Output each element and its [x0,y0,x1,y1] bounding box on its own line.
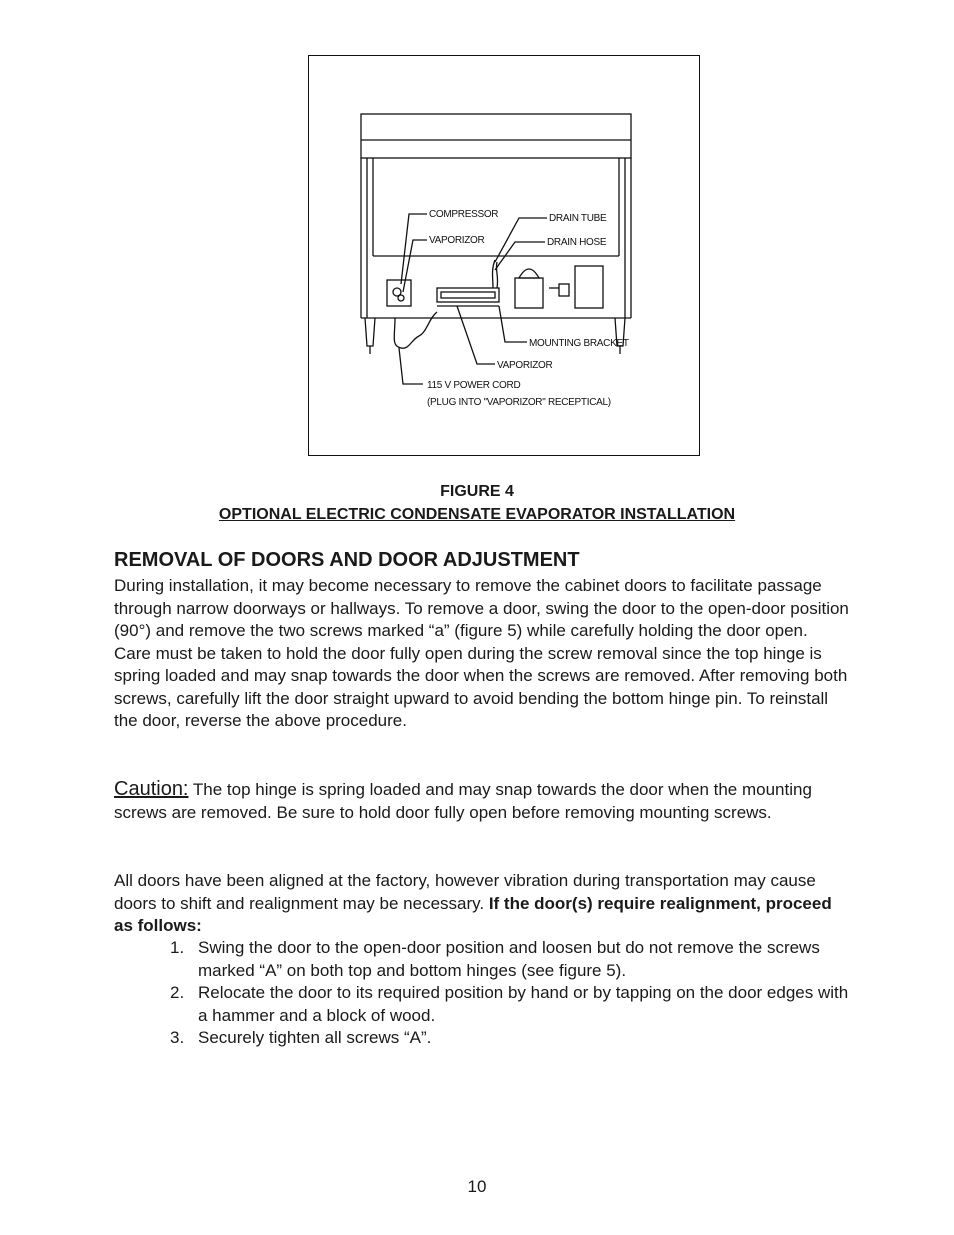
label-vaporizor-top: VAPORIZOR [429,235,485,246]
section-heading: REMOVAL OF DOORS AND DOOR ADJUSTMENT [114,549,580,571]
step-item [170,1027,850,1050]
condenser-box [575,266,603,308]
caution-label: Caution: [114,778,189,800]
caution-text: The top hinge is spring loaded and may snap towards the door when the mounting screws are removed. Be sure to hold door fully open before removing mounting screws. [114,780,812,822]
step-item [170,982,850,1027]
vaporizor-unit [437,288,499,302]
left-leg [365,318,375,346]
figure-4-frame [308,55,700,456]
alignment-bold-text: If the door(s) require realignment, proceed as follows: [114,893,832,935]
label-compressor: COMPRESSOR [429,209,499,220]
figure-title: OPTIONAL ELECTRIC CONDENSATE EVAPORATOR INSTALLATION [218,506,736,523]
compressor-dome [519,269,539,278]
step-number: 2. [170,983,185,1002]
alignment-text: All doors have been aligned at the factory, however vibration during transportation may cause doors to shift and realignment may be necessary. [114,871,816,913]
label-mounting-bracket: MOUNTING BRACKET [529,338,629,349]
realignment-steps [170,937,850,1050]
label-plug-note: (PLUG INTO "VAPORIZOR" RECEPTICAL) [427,397,611,408]
step-text: Relocate the door to its required position by hand or by tapping on the door edges with a hammer and a block of wood. [198,983,849,1025]
step-text: Swing the door to the open-door position and loosen but do not remove the screws marked “A” on both top and bottom hinges (see figure 5). [198,938,820,980]
compressor-box [387,280,411,306]
alignment-paragraph [114,870,849,938]
evaporator-installation-diagram [309,56,701,457]
page-number: 10 [467,1177,487,1196]
removal-paragraph: During installation, it may become necessary to remove the cabinet doors to facilitate passage through narrow doorways or hallways. To remove a door, swing the door to the open-door position (90°) and remove the two screws marked “a” (figure 5) while carefully holding the door open. Care must be taken to hold the door fully open during the screw removal since the top hinge is spring loaded and may snap towards the door when the screws are removed. After removing both screws, carefully lift the door straight upward to avoid bending the bottom hinge pin. To reinstall the door, reverse the above procedure. [114,576,849,730]
caution-paragraph [114,778,814,824]
label-drain-tube: DRAIN TUBE [549,213,607,224]
label-power-cord: 115 V POWER CORD [427,380,521,391]
cabinet-top [361,114,631,158]
label-drain-hose: DRAIN HOSE [547,237,607,248]
step-number: 1. [170,938,185,957]
step-number: 3. [170,1028,185,1047]
figure-number: FIGURE 4 [440,483,514,500]
label-vaporizor-bottom: VAPORIZOR [497,360,553,371]
step-item [170,937,850,982]
step-text: Securely tighten all screws “A”. [198,1028,432,1047]
